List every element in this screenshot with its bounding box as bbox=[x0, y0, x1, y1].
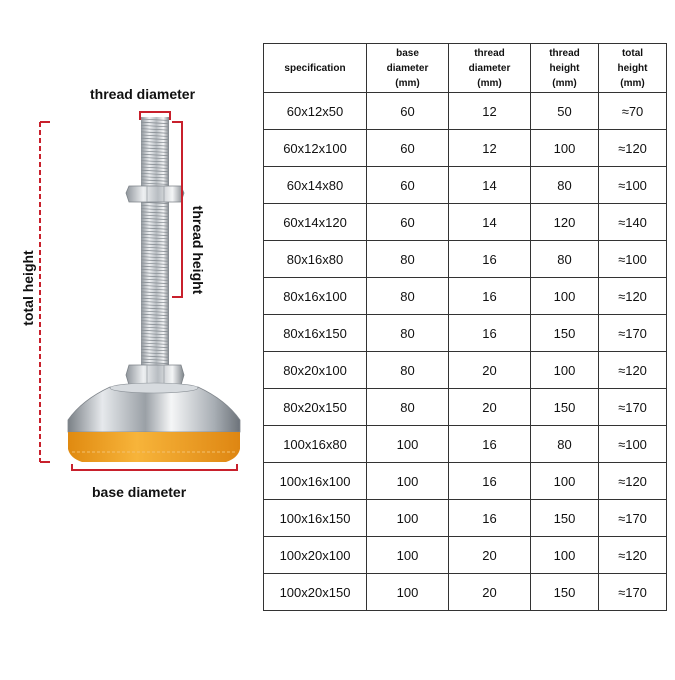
table-cell: ≈120 bbox=[599, 278, 667, 315]
table-cell: 80x20x150 bbox=[264, 389, 367, 426]
table-cell: 80x20x100 bbox=[264, 352, 367, 389]
table-row bbox=[264, 315, 667, 352]
table-cell: 14 bbox=[449, 204, 531, 241]
table-cell: 16 bbox=[449, 315, 531, 352]
table-cell: 100 bbox=[367, 500, 449, 537]
table-cell: 80 bbox=[367, 241, 449, 278]
table-cell: ≈140 bbox=[599, 204, 667, 241]
table-cell: 100x16x100 bbox=[264, 463, 367, 500]
table-cell: 100 bbox=[531, 537, 599, 574]
table-cell: 50 bbox=[531, 93, 599, 130]
threaded-rod bbox=[141, 117, 169, 369]
table-cell: 16 bbox=[449, 500, 531, 537]
table-cell: 80 bbox=[531, 426, 599, 463]
table-cell: 12 bbox=[449, 93, 531, 130]
leveling-foot-diagram bbox=[0, 0, 260, 675]
table-row bbox=[264, 241, 667, 278]
table-cell: 80x16x150 bbox=[264, 315, 367, 352]
table-cell: 14 bbox=[449, 167, 531, 204]
table-cell: 100x16x80 bbox=[264, 426, 367, 463]
table-row bbox=[264, 463, 667, 500]
table-cell: 100 bbox=[531, 130, 599, 167]
header-cell: base diameter (mm) bbox=[367, 44, 449, 93]
table-cell: 100x20x100 bbox=[264, 537, 367, 574]
table-cell: 100x20x150 bbox=[264, 574, 367, 611]
table-row bbox=[264, 93, 667, 130]
table-cell: 100 bbox=[531, 352, 599, 389]
table-row bbox=[264, 278, 667, 315]
table-cell: 150 bbox=[531, 500, 599, 537]
table-cell: ≈120 bbox=[599, 463, 667, 500]
table-cell: ≈70 bbox=[599, 93, 667, 130]
table-cell: 20 bbox=[449, 389, 531, 426]
table-cell: 100 bbox=[367, 574, 449, 611]
table-cell: 20 bbox=[449, 352, 531, 389]
table-cell: 60x12x50 bbox=[264, 93, 367, 130]
table-cell: ≈170 bbox=[599, 389, 667, 426]
base-diameter-label: base diameter bbox=[92, 484, 187, 500]
table-cell: ≈100 bbox=[599, 426, 667, 463]
table-cell: 100 bbox=[367, 537, 449, 574]
table-cell: 80 bbox=[367, 315, 449, 352]
table-cell: 16 bbox=[449, 463, 531, 500]
table-cell: 80x16x80 bbox=[264, 241, 367, 278]
table-cell: 150 bbox=[531, 574, 599, 611]
table-row bbox=[264, 500, 667, 537]
table-cell: 60x14x120 bbox=[264, 204, 367, 241]
top-nut bbox=[126, 186, 184, 202]
table-cell: 16 bbox=[449, 426, 531, 463]
table-cell: ≈100 bbox=[599, 167, 667, 204]
table-row bbox=[264, 389, 667, 426]
table-cell: 20 bbox=[449, 537, 531, 574]
table-cell: 100x16x150 bbox=[264, 500, 367, 537]
table-cell: 100 bbox=[367, 426, 449, 463]
table-cell: 100 bbox=[367, 463, 449, 500]
table-cell: 80 bbox=[367, 278, 449, 315]
bottom-nut bbox=[126, 365, 184, 385]
table-cell: 80 bbox=[531, 167, 599, 204]
table-cell: 100 bbox=[531, 463, 599, 500]
table-cell: 20 bbox=[449, 574, 531, 611]
table-cell: 12 bbox=[449, 130, 531, 167]
table-cell: 150 bbox=[531, 389, 599, 426]
thread-height-label: thread height bbox=[190, 205, 206, 295]
table-cell: ≈120 bbox=[599, 352, 667, 389]
header-cell: specification bbox=[264, 44, 367, 93]
table-cell: 16 bbox=[449, 241, 531, 278]
header-cell: thread diameter (mm) bbox=[449, 44, 531, 93]
header-cell: total height (mm) bbox=[599, 44, 667, 93]
table-cell: ≈170 bbox=[599, 500, 667, 537]
table-cell: 80 bbox=[531, 241, 599, 278]
specification-table bbox=[263, 43, 667, 611]
table-cell: 80 bbox=[367, 352, 449, 389]
table-cell: 150 bbox=[531, 315, 599, 352]
table-cell: ≈100 bbox=[599, 241, 667, 278]
table-cell: 60 bbox=[367, 130, 449, 167]
table-cell: ≈120 bbox=[599, 537, 667, 574]
table-row bbox=[264, 352, 667, 389]
table-cell: 60 bbox=[367, 167, 449, 204]
table-cell: ≈170 bbox=[599, 574, 667, 611]
table-cell: 16 bbox=[449, 278, 531, 315]
table-cell: 60x14x80 bbox=[264, 167, 367, 204]
table-row bbox=[264, 167, 667, 204]
table-cell: 60x12x100 bbox=[264, 130, 367, 167]
table-row bbox=[264, 130, 667, 167]
thread-diameter-label: thread diameter bbox=[90, 86, 196, 102]
base-pad bbox=[68, 432, 240, 462]
dome-base bbox=[68, 383, 240, 432]
table-cell: 120 bbox=[531, 204, 599, 241]
total-height-label: total height bbox=[20, 250, 36, 326]
table-row bbox=[264, 537, 667, 574]
table-cell: 100 bbox=[531, 278, 599, 315]
table-row bbox=[264, 426, 667, 463]
table-header-row bbox=[264, 44, 667, 93]
table-cell: 80x16x100 bbox=[264, 278, 367, 315]
header-cell: thread height (mm) bbox=[531, 44, 599, 93]
table-cell: ≈170 bbox=[599, 315, 667, 352]
table-cell: 60 bbox=[367, 204, 449, 241]
table-cell: 60 bbox=[367, 93, 449, 130]
table-row bbox=[264, 204, 667, 241]
table-cell: 80 bbox=[367, 389, 449, 426]
table-cell: ≈120 bbox=[599, 130, 667, 167]
table-row bbox=[264, 574, 667, 611]
